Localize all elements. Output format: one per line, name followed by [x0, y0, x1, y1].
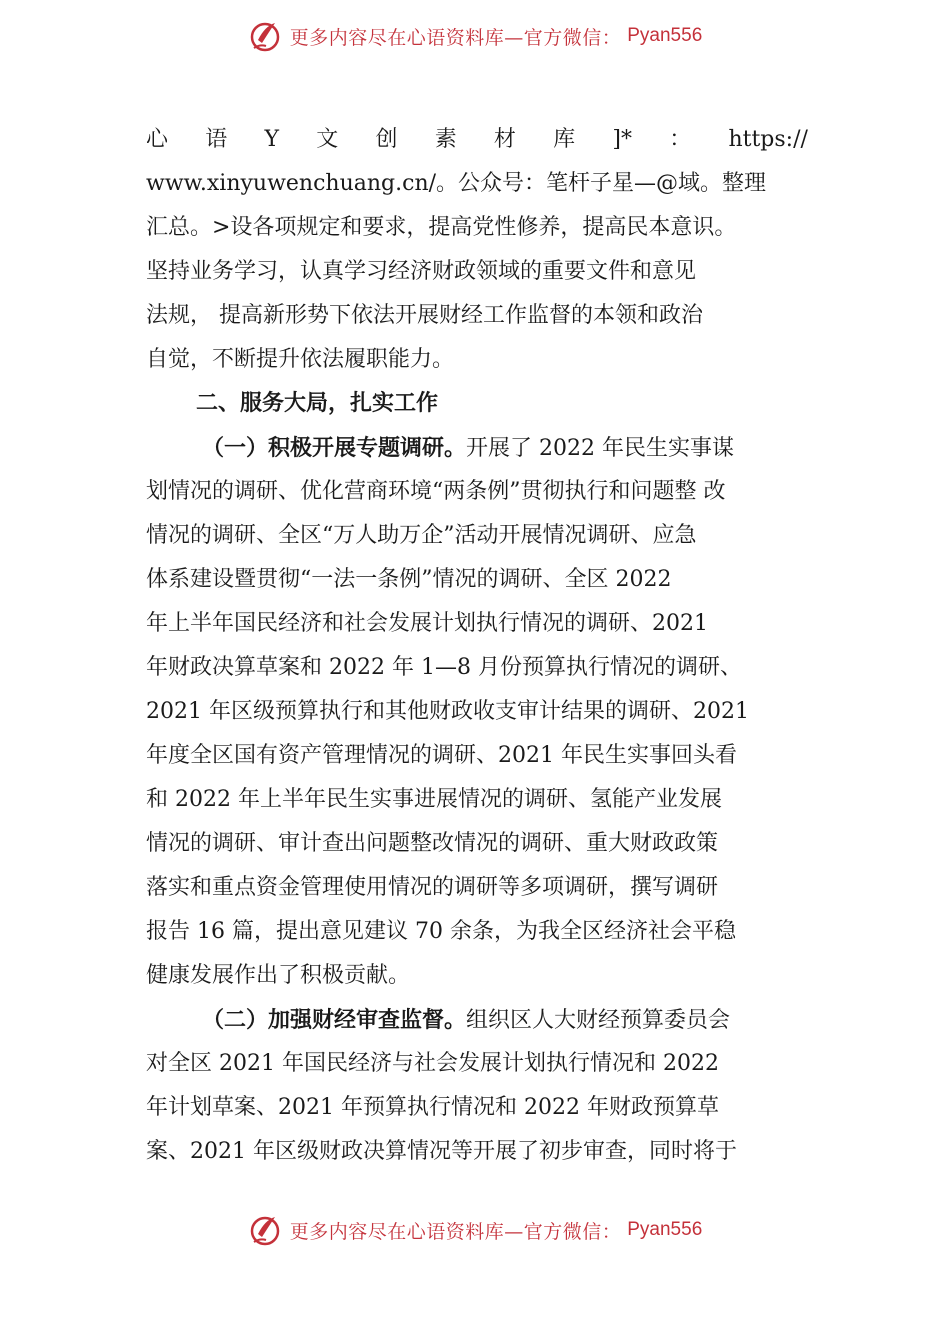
text-line: 年计划草案、2021 年预算执行情况和 2022 年财政预算草: [146, 1095, 719, 1120]
text-token: 素: [434, 127, 457, 152]
paragraph-text: 组织区人大财经预算委员会: [466, 1008, 731, 1033]
text-token: 创: [375, 127, 398, 152]
text-token: https://: [728, 127, 808, 152]
text-token: 心: [146, 127, 169, 152]
paragraph-lead: （一）积极开展专题调研。: [202, 435, 467, 461]
text-line: 划情况的调研、优化营商环境“两条例”贯彻执行和问题整 改: [146, 479, 726, 504]
paragraph-text: 开展了 2022 年民生实事谋: [466, 436, 734, 461]
paragraph-first-line: [146, 998, 808, 1042]
text-token: 语: [205, 127, 228, 152]
document-body: [146, 118, 808, 1174]
watermark-text: 更多内容尽在心语资料库—官方微信：: [289, 26, 622, 49]
header-watermark: [0, 16, 950, 56]
brand-logo-icon: [248, 1212, 284, 1248]
text-line: 年财政决算草案和 2022 年 1—8 月份预算执行情况的调研、: [146, 655, 742, 680]
text-line: 法规， 提高新形势下依法开展财经工作监督的本领和政治: [146, 303, 703, 328]
watermark-wechat-id: Pyan556: [627, 25, 703, 46]
text-line: www.xinyuwenchuang.cn/。公众号：笔杆子星—@域。整理: [146, 171, 767, 196]
text-line: 年上半年国民经济和社会发展计划执行情况的调研、2021: [146, 611, 708, 636]
text-token: ：: [669, 127, 692, 152]
watermark-text: 更多内容尽在心语资料库—官方微信：: [289, 1220, 622, 1243]
text-line: 案、2021 年区级财政决算情况等开展了初步审查，同时将于: [146, 1139, 737, 1164]
text-token: Y: [264, 127, 279, 152]
text-line: 自觉，不断提升依法履职能力。: [146, 347, 455, 372]
paragraph-first-line: [146, 426, 808, 470]
text-line: [146, 118, 808, 162]
text-token: ]*: [612, 127, 632, 152]
text-line: 年度全区国有资产管理情况的调研、2021 年民生实事回头看: [146, 743, 737, 768]
text-line: 对全区 2021 年国民经济与社会发展计划执行情况和 2022: [146, 1051, 719, 1076]
footer-watermark: [0, 1210, 950, 1250]
text-line: 情况的调研、全区“万人助万企”活动开展情况调研、应急: [146, 523, 697, 548]
watermark-wechat-id: Pyan556: [627, 1219, 703, 1240]
text-line: 和 2022 年上半年民生实事进展情况的调研、氢能产业发展: [146, 787, 722, 812]
section-heading: 二、服务大局，扎实工作: [196, 391, 439, 416]
text-token: 库: [553, 127, 576, 152]
text-line: 2021 年区级预算执行和其他财政收支审计结果的调研、2021: [146, 699, 749, 724]
text-token: 文: [316, 127, 339, 152]
text-line: 落实和重点资金管理使用情况的调研等多项调研，撰写调研: [146, 875, 719, 900]
text-line: 健康发展作出了积极贡献。: [146, 963, 411, 988]
text-line: 坚持业务学习，认真学习经济财政领域的重要文件和意见: [146, 259, 697, 284]
paragraph-lead: （二）加强财经审查监督。: [202, 1007, 467, 1033]
text-line: 情况的调研、审计查出问题整改情况的调研、重大财政政策: [146, 831, 719, 856]
text-line: 报告 16 篇，提出意见建议 70 余条，为我全区经济社会平稳: [146, 919, 736, 944]
text-token: 材: [493, 127, 516, 152]
text-line: 汇总。>设各项规定和要求，提高党性修养，提高民本意识。: [146, 215, 737, 240]
brand-logo-icon: [248, 18, 284, 54]
text-line: 体系建设暨贯彻“一法一条例”情况的调研、全区 2022: [146, 567, 672, 592]
